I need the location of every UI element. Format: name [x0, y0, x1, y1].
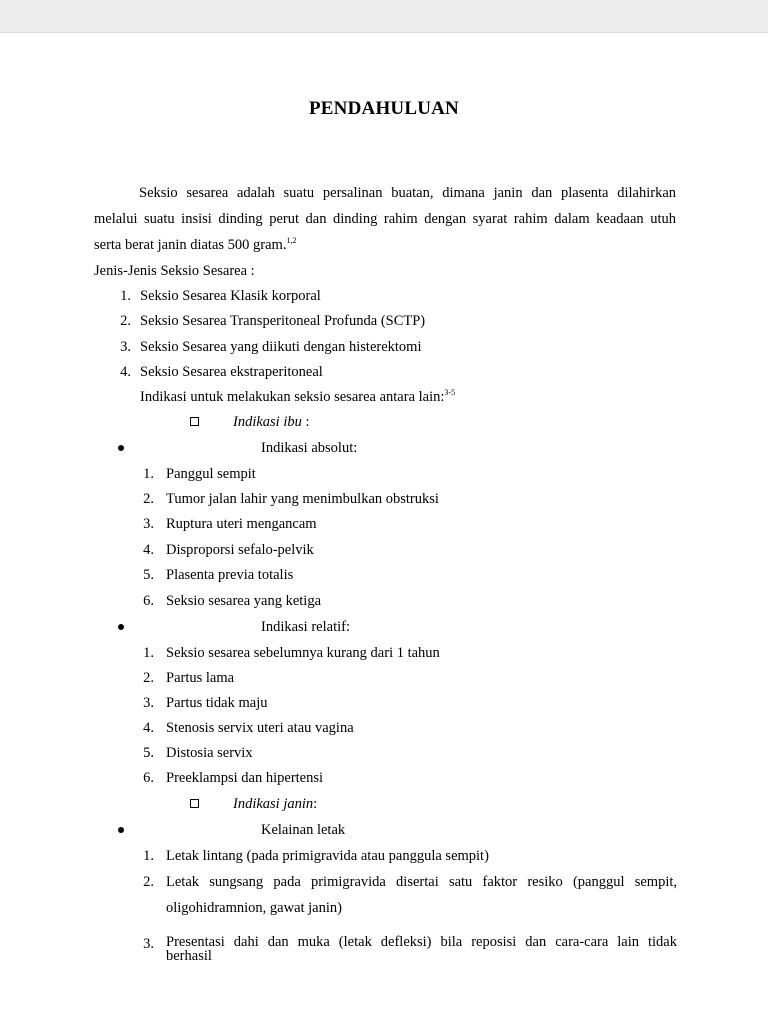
list-number: 3. [120, 339, 131, 355]
list-item: Seksio sesarea yang ketiga [166, 593, 322, 609]
list-number: 5. [143, 745, 154, 761]
list-item: Seksio Sesarea yang diikuti dengan histerektomi [140, 339, 422, 355]
fetal-indications-heading [233, 795, 317, 813]
list-item: Stenosis servix uteri atau vagina [166, 720, 354, 736]
list-number: 6. [143, 593, 154, 609]
list-item: Tumor jalan lahir yang menimbulkan obstruksi [166, 491, 439, 507]
maternal-indications-suffix: : [301, 414, 310, 430]
indications-intro-text: Indikasi untuk melakukan seksio sesarea antara lain: [140, 389, 445, 405]
indications-intro [140, 388, 455, 406]
types-heading: Jenis-Jenis Seksio Sesarea : [94, 263, 255, 279]
intro-line-3 [94, 236, 296, 254]
bullet-icon [118, 624, 124, 630]
list-item: Seksio sesarea sebelumnya kurang dari 1 tahun [166, 645, 440, 661]
list-item: Preeklampsi dan hipertensi [166, 770, 324, 786]
list-item: Partus lama [166, 670, 235, 686]
intro-line-3-text: serta berat janin diatas 500 gram. [94, 237, 287, 253]
intro-reference: 1,2 [286, 236, 297, 245]
list-number: 6. [143, 770, 154, 786]
list-number: 1. [120, 288, 131, 304]
list-number: 3. [143, 695, 154, 711]
list-number: 4. [143, 720, 154, 736]
bullet-icon [118, 827, 124, 833]
list-item: Seksio Sesarea Klasik korporal [140, 288, 321, 304]
list-item: Disproporsi sefalo-pelvik [166, 542, 314, 558]
relative-indications-label: Indikasi relatif: [261, 619, 350, 635]
list-number: 1. [143, 848, 154, 864]
list-number: 3. [143, 516, 154, 532]
list-number: 5. [143, 567, 154, 583]
bullet-icon [118, 445, 124, 451]
list-item-line-2: berhasil [166, 948, 212, 964]
list-item: Ruptura uteri mengancam [166, 516, 317, 532]
list-item: Seksio Sesarea ekstraperitoneal [140, 364, 323, 380]
fetal-indications-suffix: : [313, 796, 318, 812]
list-number: 4. [143, 542, 154, 558]
list-item: Distosia servix [166, 745, 253, 761]
list-number: 2. [143, 874, 154, 890]
list-number: 4. [120, 364, 131, 380]
list-item-line-2: oligohidramnion, gawat janin) [166, 900, 342, 916]
list-number: 2. [143, 491, 154, 507]
list-item: Seksio Sesarea Transperitoneal Profunda (SCTP) [140, 313, 426, 329]
checkbox-icon [190, 417, 199, 426]
list-item: Plasenta previa totalis [166, 567, 294, 583]
fetal-indications-label: Indikasi janin [233, 796, 314, 812]
list-number: 1. [143, 466, 154, 482]
list-item-line-1: Presentasi dahi dan muka (letak defleksi) bila reposisi dan cara-cara lain tidak [166, 934, 677, 950]
list-item: Partus tidak maju [166, 695, 268, 711]
intro-line-1: Seksio sesarea adalah suatu persalinan buatan, dimana janin dan plasenta dilahirkan [139, 185, 676, 201]
indications-reference: 3-5 [444, 388, 456, 397]
maternal-indications-label: Indikasi ibu [233, 414, 302, 430]
list-number: 3. [143, 936, 154, 952]
list-number: 1. [143, 645, 154, 661]
checkbox-icon [190, 799, 199, 808]
malposition-label: Kelainan letak [261, 822, 346, 838]
page-title: PENDAHULUAN [309, 98, 459, 119]
list-item: Letak lintang (pada primigravida atau panggula sempit) [166, 848, 489, 864]
list-number: 2. [120, 313, 131, 329]
list-item-line-1: Letak sungsang pada primigravida disertai satu faktor resiko (panggul sempit, [166, 874, 677, 890]
absolute-indications-label: Indikasi absolut: [261, 440, 358, 456]
intro-line-2: melalui suatu insisi dinding perut dan dinding rahim dengan syarat rahim dalam keadaan utuh [94, 211, 676, 227]
list-item: Panggul sempit [166, 466, 256, 482]
list-number: 2. [143, 670, 154, 686]
maternal-indications-heading [233, 413, 310, 431]
